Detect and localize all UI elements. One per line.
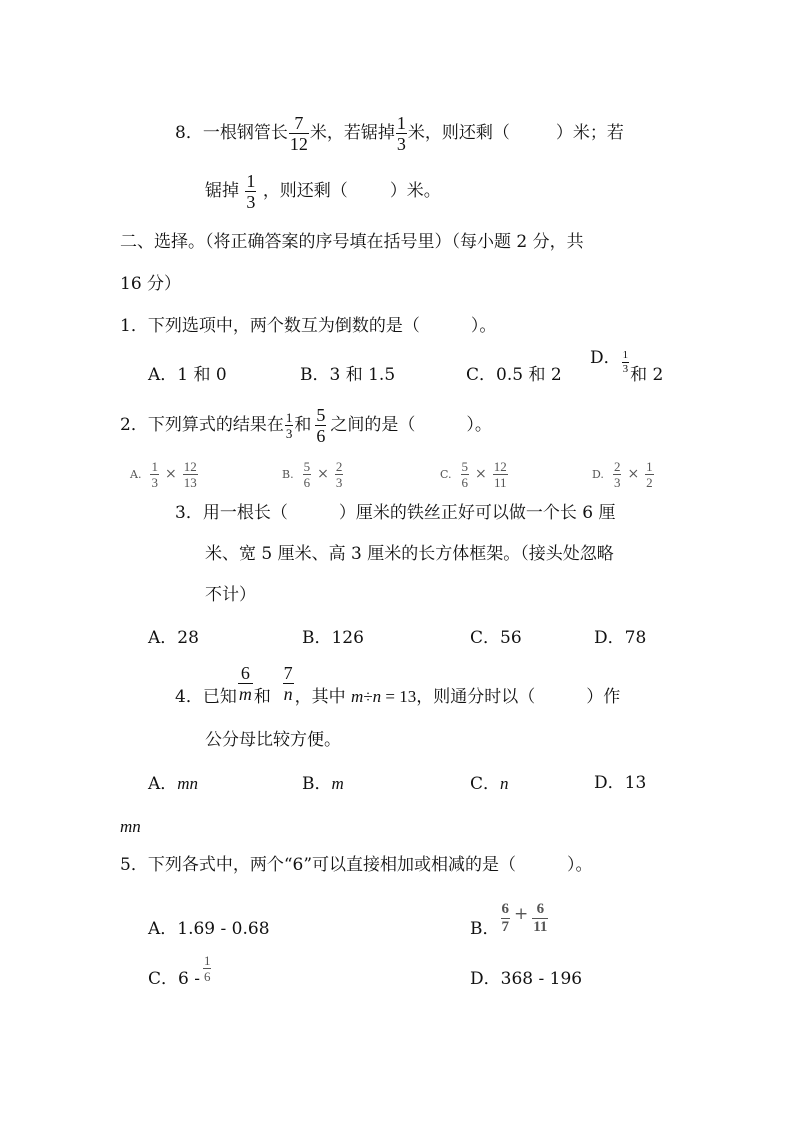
q8-line1: [175, 114, 624, 153]
c4-fraction-6-over-m: $\frac{6}{m}$: [238, 663, 252, 704]
c2-option-b[interactable]: B. $\frac{5}{6}$ × $\frac{2}{3}$: [282, 459, 343, 490]
c1-option-b[interactable]: B．3 和 1.5: [300, 365, 396, 385]
c1-option-a[interactable]: A．1 和 0: [148, 365, 227, 385]
c5-stem: 5．下列各式中，两个“6”可以直接相加或相减的是（ ）。: [120, 855, 593, 875]
q8-text-c: 米，则还剩（: [407, 123, 510, 143]
c4-option-d[interactable]: D．13: [594, 773, 647, 793]
c3-option-c[interactable]: C．56: [470, 628, 522, 648]
c2-option-d[interactable]: D. $\frac{2}{3}$ × $\frac{1}{2}$: [592, 459, 653, 490]
c4-fraction-7-over-n: $\frac{7}{n}$: [283, 663, 293, 704]
c4-option-b[interactable]: B．m: [302, 774, 344, 794]
c3-stem-line1: 3．用一根长（ ）厘米的铁丝正好可以做一个长 6 厘: [175, 503, 616, 523]
q8-text-d: ）米；若: [555, 123, 624, 143]
q8-fraction-length: $\frac{7}{12}$: [289, 113, 308, 154]
c4-option-d-continuation: mn: [120, 817, 141, 836]
c4-option-c[interactable]: C．n: [470, 774, 509, 794]
c5-option-b-fraction-2: $\frac{6}{11}$: [533, 901, 548, 935]
c3-option-b[interactable]: B．126: [302, 628, 364, 648]
c2-fraction-high: $\frac{5}{6}$: [316, 405, 326, 446]
q8-text-b: 米，若锯掉: [309, 123, 395, 143]
c5-option-d[interactable]: D．368 - 196: [470, 969, 583, 989]
c5-option-b[interactable]: B． $\frac{6}{7}$ + $\frac{6}{11}$: [470, 901, 548, 939]
c5-option-c-fraction: $\frac{1}{6}$: [203, 953, 211, 984]
section-heading-cont: 16 分）: [120, 274, 182, 294]
q8-text-g: ）米。: [389, 181, 441, 201]
c2-option-a[interactable]: A. $\frac{1}{3}$ × $\frac{12}{13}$: [130, 459, 197, 490]
section-heading: 二、选择。（将正确答案的序号填在括号里）（每小题 2 分，共: [120, 232, 584, 252]
c1-option-c[interactable]: C．0.5 和 2: [466, 365, 562, 385]
c1-option-d-fraction: $\frac{1}{3}$: [622, 349, 629, 375]
q8-fraction-cut-2: $\frac{1}{3}$: [246, 171, 256, 212]
q8-text-e: 锯掉: [205, 181, 239, 201]
c1-stem: 1．下列选项中，两个数互为倒数的是（ ）。: [120, 316, 497, 336]
c3-option-a[interactable]: A．28: [148, 628, 199, 648]
q8-fraction-cut: $\frac{1}{3}$: [396, 113, 406, 154]
c5-option-c[interactable]: C．6 - $\frac{1}{6}$: [148, 953, 211, 989]
c3-stem-line3: 不计）: [205, 585, 256, 605]
c2-fraction-low: $\frac{1}{3}$: [285, 410, 293, 441]
c4-stem-line1: 4．已知 $\frac{6}{m}$ 和 $\frac{7}{n}$ ，其中 m÷n = 13，则通分时以（ ）作: [175, 663, 621, 707]
c1-option-d[interactable]: D． $\frac{1}{3}$ 和 2: [590, 348, 664, 385]
c3-stem-line2: 米、宽 5 厘米、高 3 厘米的长方体框架。（接头处忽略: [205, 544, 614, 564]
q8-line2: [205, 172, 441, 211]
q8-text-a: 8．一根钢管长: [175, 123, 288, 143]
c5-option-a[interactable]: A．1.69 - 0.68: [148, 919, 270, 939]
c4-option-a[interactable]: A．mn: [148, 774, 199, 794]
c5-option-b-fraction-1: $\frac{6}{7}$: [501, 901, 509, 935]
c2-stem: 2．下列算式的结果在 $\frac{1}{3}$ 和 $\frac{5}{6}$ 之间的是（ ）。: [120, 405, 492, 446]
c4-stem-line2: 公分母比较方便。: [205, 730, 341, 750]
c3-option-d[interactable]: D．78: [594, 628, 647, 648]
c2-option-c[interactable]: C. $\frac{5}{6}$ × $\frac{12}{11}$: [440, 459, 507, 490]
q8-text-f: ，则还剩（: [262, 181, 348, 201]
c4-expression: m÷n = 13: [351, 687, 417, 706]
